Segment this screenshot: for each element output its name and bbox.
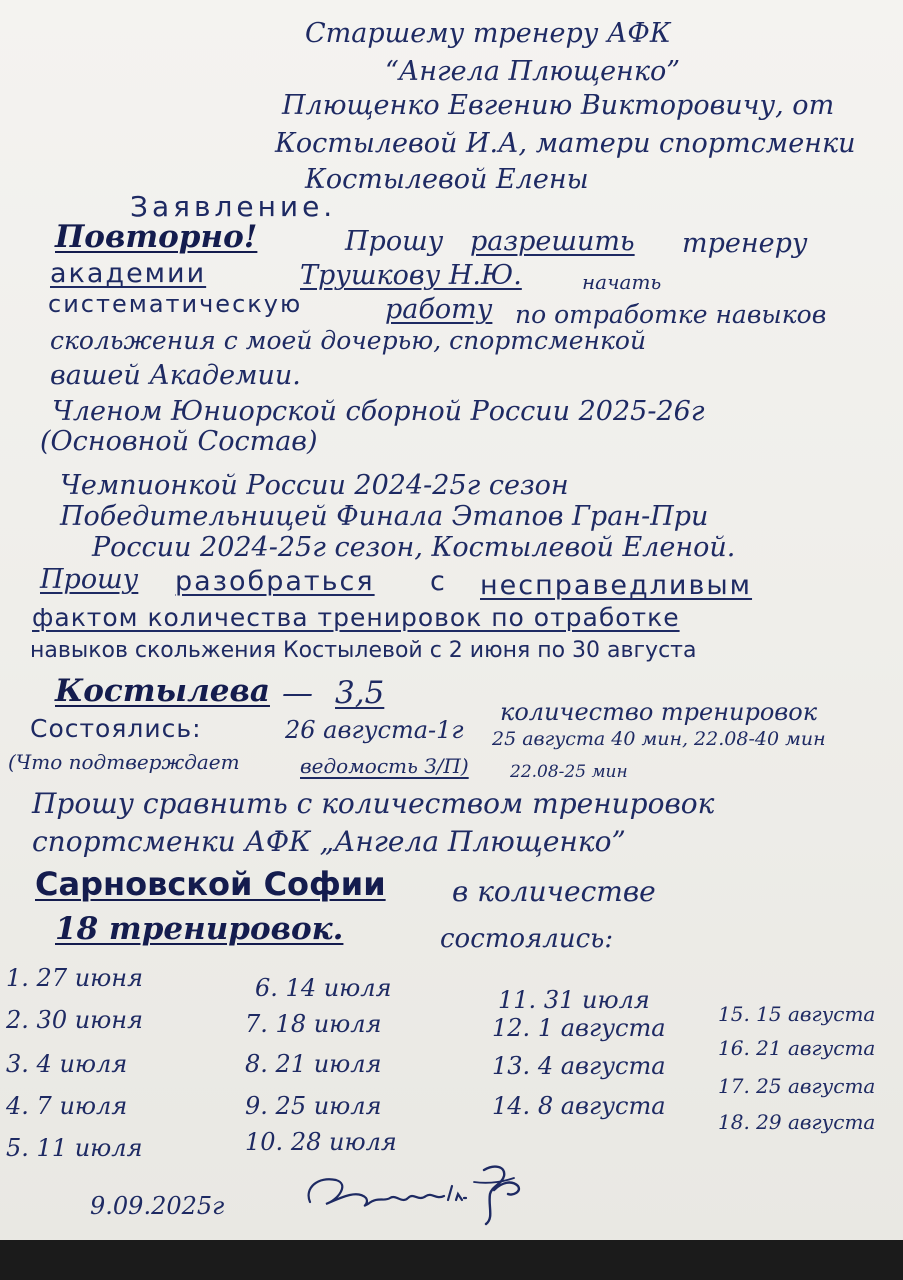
body-l11-c: с	[430, 566, 447, 597]
addressee-line-5: Костылевой Елены	[305, 164, 589, 195]
handwritten-signature	[298, 1160, 538, 1230]
body-l11-b: разобраться	[175, 566, 375, 597]
body-l18: спортсменки АФК „Ангела Плющенко”	[32, 825, 626, 858]
dash: —	[282, 675, 313, 711]
body-l16-a: (Что подтверждает	[8, 750, 240, 774]
list-item: 8. 21 июля	[245, 1050, 382, 1078]
list-item: 5. 11 июля	[6, 1134, 143, 1162]
list-item: 2. 30 июня	[6, 1006, 143, 1034]
body-l11-d: несправедливым	[480, 570, 753, 601]
body-l15-b: 26 августа-1г	[285, 716, 464, 744]
body-l6: Членом Юниорской сборной России 2025-26г	[52, 396, 705, 427]
body-l2-b: Трушкову Н.Ю.	[300, 260, 522, 291]
list-item: 7. 18 июля	[245, 1010, 382, 1038]
body-l1-b: разрешить	[470, 226, 635, 257]
body-l17: Прошу сравнить с количеством тренировок	[32, 787, 715, 820]
body-l3-b: работу	[385, 294, 493, 325]
body-l5: вашей Академии.	[50, 360, 301, 391]
list-item: 10. 28 июля	[245, 1128, 397, 1156]
body-l4: скольжения с моей дочерью, спортсменкой	[50, 326, 647, 355]
list-item: 14. 8 августа	[492, 1092, 666, 1120]
document-date: 9.09.2025г	[90, 1192, 225, 1220]
sarnovskaya-count: 18 тренировок.	[55, 911, 344, 947]
body-l8: Чемпионкой России 2024-25г сезон	[60, 470, 569, 501]
body-l12: фактом количества тренировок по отработке	[32, 603, 680, 632]
body-l19-b: в количестве	[452, 875, 656, 908]
kostyleva-count: 3,5	[335, 675, 385, 711]
list-item: 6. 14 июля	[255, 974, 392, 1002]
addressee-line-2: “Ангела Плющенко”	[385, 56, 681, 87]
sarnovskaya-name: Сарновской Софии	[35, 865, 386, 903]
addressee-line-1: Старшему тренеру АФК	[305, 18, 671, 49]
bottom-border	[0, 1240, 903, 1280]
list-item: 13. 4 августа	[492, 1052, 666, 1080]
body-l11-a: Прошу	[40, 564, 139, 595]
body-l20-b: состоялись:	[440, 924, 614, 954]
repeat-emphasis: Повторно!	[55, 219, 258, 255]
kostyleva-name: Костылева	[55, 673, 270, 709]
addressee-line-4: Костылевой И.А, матери спортсменки	[275, 128, 856, 159]
body-l9: Победительницей Финала Этапов Гран-При	[60, 501, 709, 532]
list-item: 15. 15 августа	[718, 1002, 876, 1026]
body-l3-a: систематическую	[48, 290, 303, 318]
body-l1-c: тренеру	[682, 228, 808, 259]
body-l15-c: 25 августа 40 мин, 22.08-40 мин	[492, 728, 826, 750]
body-l3-c: по отработке навыков	[515, 300, 827, 329]
body-l14-d: количество тренировок	[500, 698, 818, 726]
body-l7: (Основной Состав)	[40, 426, 318, 457]
document-title: Заявление.	[130, 190, 337, 223]
addressee-line-3: Плющенко Евгению Викторовичу, от	[282, 90, 835, 121]
body-l2-c: начать	[582, 270, 662, 294]
list-item: 18. 29 августа	[718, 1110, 876, 1134]
body-l2-a: академии	[50, 258, 207, 289]
list-item: 16. 21 августа	[718, 1036, 876, 1060]
body-l16-b: ведомость З/П)	[300, 754, 469, 778]
body-l13: навыков скольжения Костылевой с 2 июня по 30 августа	[30, 638, 697, 663]
list-item: 12. 1 августа	[492, 1014, 666, 1042]
body-l16-c: 22.08-25 мин	[510, 762, 628, 782]
list-item: 9. 25 июля	[245, 1092, 382, 1120]
body-l1-a: Прошу	[345, 226, 444, 257]
list-item: 17. 25 августа	[718, 1074, 876, 1098]
list-item: 11. 31 июля	[498, 986, 650, 1014]
list-item: 1. 27 июня	[6, 964, 143, 992]
list-item: 3. 4 июля	[6, 1050, 128, 1078]
body-l15-a: Состоялись:	[30, 714, 202, 743]
body-l10: России 2024-25г сезон, Костылевой Еленой.	[92, 532, 736, 563]
list-item: 4. 7 июля	[6, 1092, 128, 1120]
